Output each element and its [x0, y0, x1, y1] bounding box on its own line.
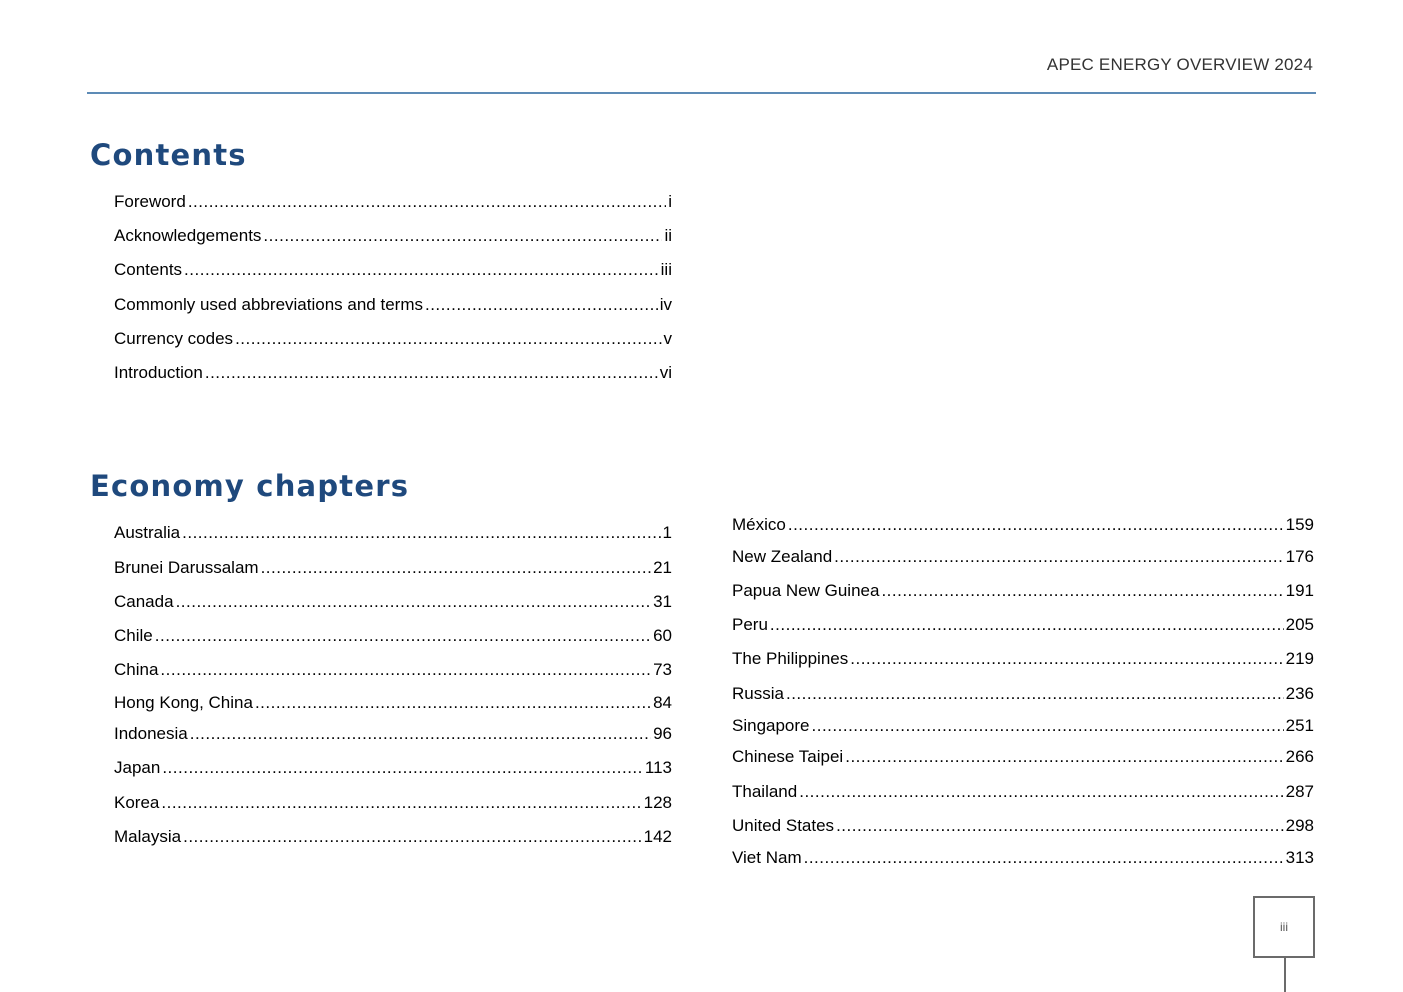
dot-leader [834, 547, 1283, 567]
toc-entry-label: Russia [732, 684, 784, 703]
toc-entry-label: Brunei Darussalam [114, 558, 259, 577]
toc-entry-page: 251 [1285, 716, 1314, 735]
toc-entry-label: Commonly used abbreviations and terms [114, 295, 423, 314]
toc-entry-page: 287 [1285, 782, 1314, 801]
toc-entry-page: 84 [653, 693, 672, 712]
toc-entry-page: iv [659, 295, 672, 314]
toc-entry-label: Australia [114, 523, 181, 542]
toc-entry-label: Japan [114, 758, 161, 777]
dot-leader [881, 581, 1283, 601]
dot-leader [786, 684, 1284, 704]
dot-leader [162, 758, 643, 778]
economy-chapters-title: Economy chapters [90, 469, 410, 503]
toc-entry-united-states[interactable] [732, 816, 1314, 836]
running-header: APEC ENERGY OVERVIEW 2024 [1046, 55, 1313, 74]
toc-entry-page: iii [660, 260, 672, 279]
toc-entry-page: v [663, 329, 672, 348]
dot-leader [263, 226, 662, 246]
dot-leader [425, 295, 658, 315]
toc-entry-page: 191 [1285, 581, 1314, 600]
toc-entry-viet-nam[interactable] [732, 848, 1314, 868]
toc-entry-label: The Philippines [732, 649, 849, 668]
toc-entry-label: Thailand [732, 782, 798, 801]
toc-entry-page: 128 [643, 793, 672, 812]
toc-entry-label: Foreword [114, 192, 186, 211]
toc-entry-label: Viet Nam [732, 848, 802, 867]
toc-entry-currency-codes[interactable] [114, 329, 672, 349]
contents-title: Contents [90, 138, 247, 172]
dot-leader [812, 716, 1284, 736]
toc-entry-page: 60 [653, 626, 672, 645]
dot-leader [845, 747, 1283, 767]
toc-entry-new-zealand[interactable] [732, 547, 1314, 567]
toc-entry-mexico[interactable] [732, 515, 1314, 535]
toc-entry-australia[interactable] [114, 523, 672, 543]
toc-entry-page: 142 [643, 827, 672, 846]
page-number-box: iii [1253, 896, 1315, 958]
toc-entry-introduction[interactable] [114, 363, 672, 383]
toc-entry-contents[interactable] [114, 260, 672, 280]
toc-entry-korea[interactable] [114, 793, 672, 813]
toc-entry-page: 31 [653, 592, 672, 611]
dot-leader [183, 827, 642, 847]
toc-entry-label: Currency codes [114, 329, 234, 348]
dot-leader [161, 793, 641, 813]
toc-entry-abbreviations[interactable] [114, 295, 672, 315]
toc-entry-label: Chinese Taipei [732, 747, 844, 766]
toc-entry-page: i [668, 192, 672, 211]
toc-entry-page: ii [664, 226, 672, 245]
toc-entry-page: 236 [1285, 684, 1314, 703]
toc-entry-the-philippines[interactable] [732, 649, 1314, 669]
toc-entry-page: 266 [1285, 747, 1314, 766]
toc-entry-label: México [732, 515, 786, 534]
toc-entry-label: New Zealand [732, 547, 833, 566]
toc-entry-peru[interactable] [732, 615, 1314, 635]
toc-entry-label: Hong Kong, China [114, 693, 253, 712]
toc-entry-label: Canada [114, 592, 174, 611]
toc-entry-page: 176 [1285, 547, 1314, 566]
toc-entry-japan[interactable] [114, 758, 672, 778]
dot-leader [205, 363, 658, 383]
toc-entry-label: Introduction [114, 363, 203, 382]
toc-entry-page: 1 [662, 523, 672, 542]
dot-leader [188, 192, 666, 212]
toc-entry-page: 298 [1285, 816, 1314, 835]
dot-leader [182, 523, 660, 543]
toc-entry-label: Malaysia [114, 827, 182, 846]
dot-leader [804, 848, 1284, 868]
dot-leader [850, 649, 1283, 669]
toc-entry-indonesia[interactable] [114, 724, 672, 744]
toc-entry-hong-kong-china[interactable] [114, 693, 672, 713]
toc-entry-chile[interactable] [114, 626, 672, 646]
toc-entry-singapore[interactable] [732, 716, 1314, 736]
dot-leader [235, 329, 661, 349]
dot-leader [261, 558, 652, 578]
toc-entry-acknowledgements[interactable] [114, 226, 672, 246]
toc-entry-page: 21 [653, 558, 672, 577]
toc-entry-page: 205 [1285, 615, 1314, 634]
toc-entry-label: United States [732, 816, 835, 835]
dot-leader [155, 626, 651, 646]
toc-entry-foreword[interactable] [114, 192, 672, 212]
toc-entry-page: 219 [1285, 649, 1314, 668]
toc-entry-label: Peru [732, 615, 768, 634]
toc-entry-label: Korea [114, 793, 160, 812]
toc-entry-thailand[interactable] [732, 782, 1314, 802]
toc-entry-label: Chile [114, 626, 153, 645]
dot-leader [184, 260, 659, 280]
toc-entry-page: 73 [653, 660, 672, 679]
dot-leader [255, 693, 651, 713]
toc-entry-brunei-darussalam[interactable] [114, 558, 672, 578]
toc-entry-page: 159 [1285, 515, 1314, 534]
toc-entry-label: Acknowledgements [114, 226, 262, 245]
toc-entry-russia[interactable] [732, 684, 1314, 704]
dot-leader [788, 515, 1284, 535]
toc-entry-label: Papua New Guinea [732, 581, 880, 600]
dot-leader [190, 724, 651, 744]
header-divider [87, 92, 1316, 94]
toc-entry-label: Indonesia [114, 724, 188, 743]
toc-entry-label: Singapore [732, 716, 810, 735]
toc-entry-page: vi [659, 363, 672, 382]
toc-entry-label: Contents [114, 260, 183, 279]
toc-entry-china[interactable] [114, 660, 672, 680]
dot-leader [799, 782, 1283, 802]
dot-leader [176, 592, 652, 612]
toc-entry-label: China [114, 660, 159, 679]
dot-leader [836, 816, 1284, 836]
toc-entry-page: 96 [653, 724, 672, 743]
toc-entry-chinese-taipei[interactable] [732, 747, 1314, 767]
toc-entry-page: 313 [1285, 848, 1314, 867]
dot-leader [770, 615, 1284, 635]
toc-entry-canada[interactable] [114, 592, 672, 612]
toc-entry-page: 113 [644, 758, 672, 777]
toc-entry-papua-new-guinea[interactable] [732, 581, 1314, 601]
page-number-stem [1284, 956, 1286, 992]
dot-leader [160, 660, 651, 680]
toc-entry-malaysia[interactable] [114, 827, 672, 847]
